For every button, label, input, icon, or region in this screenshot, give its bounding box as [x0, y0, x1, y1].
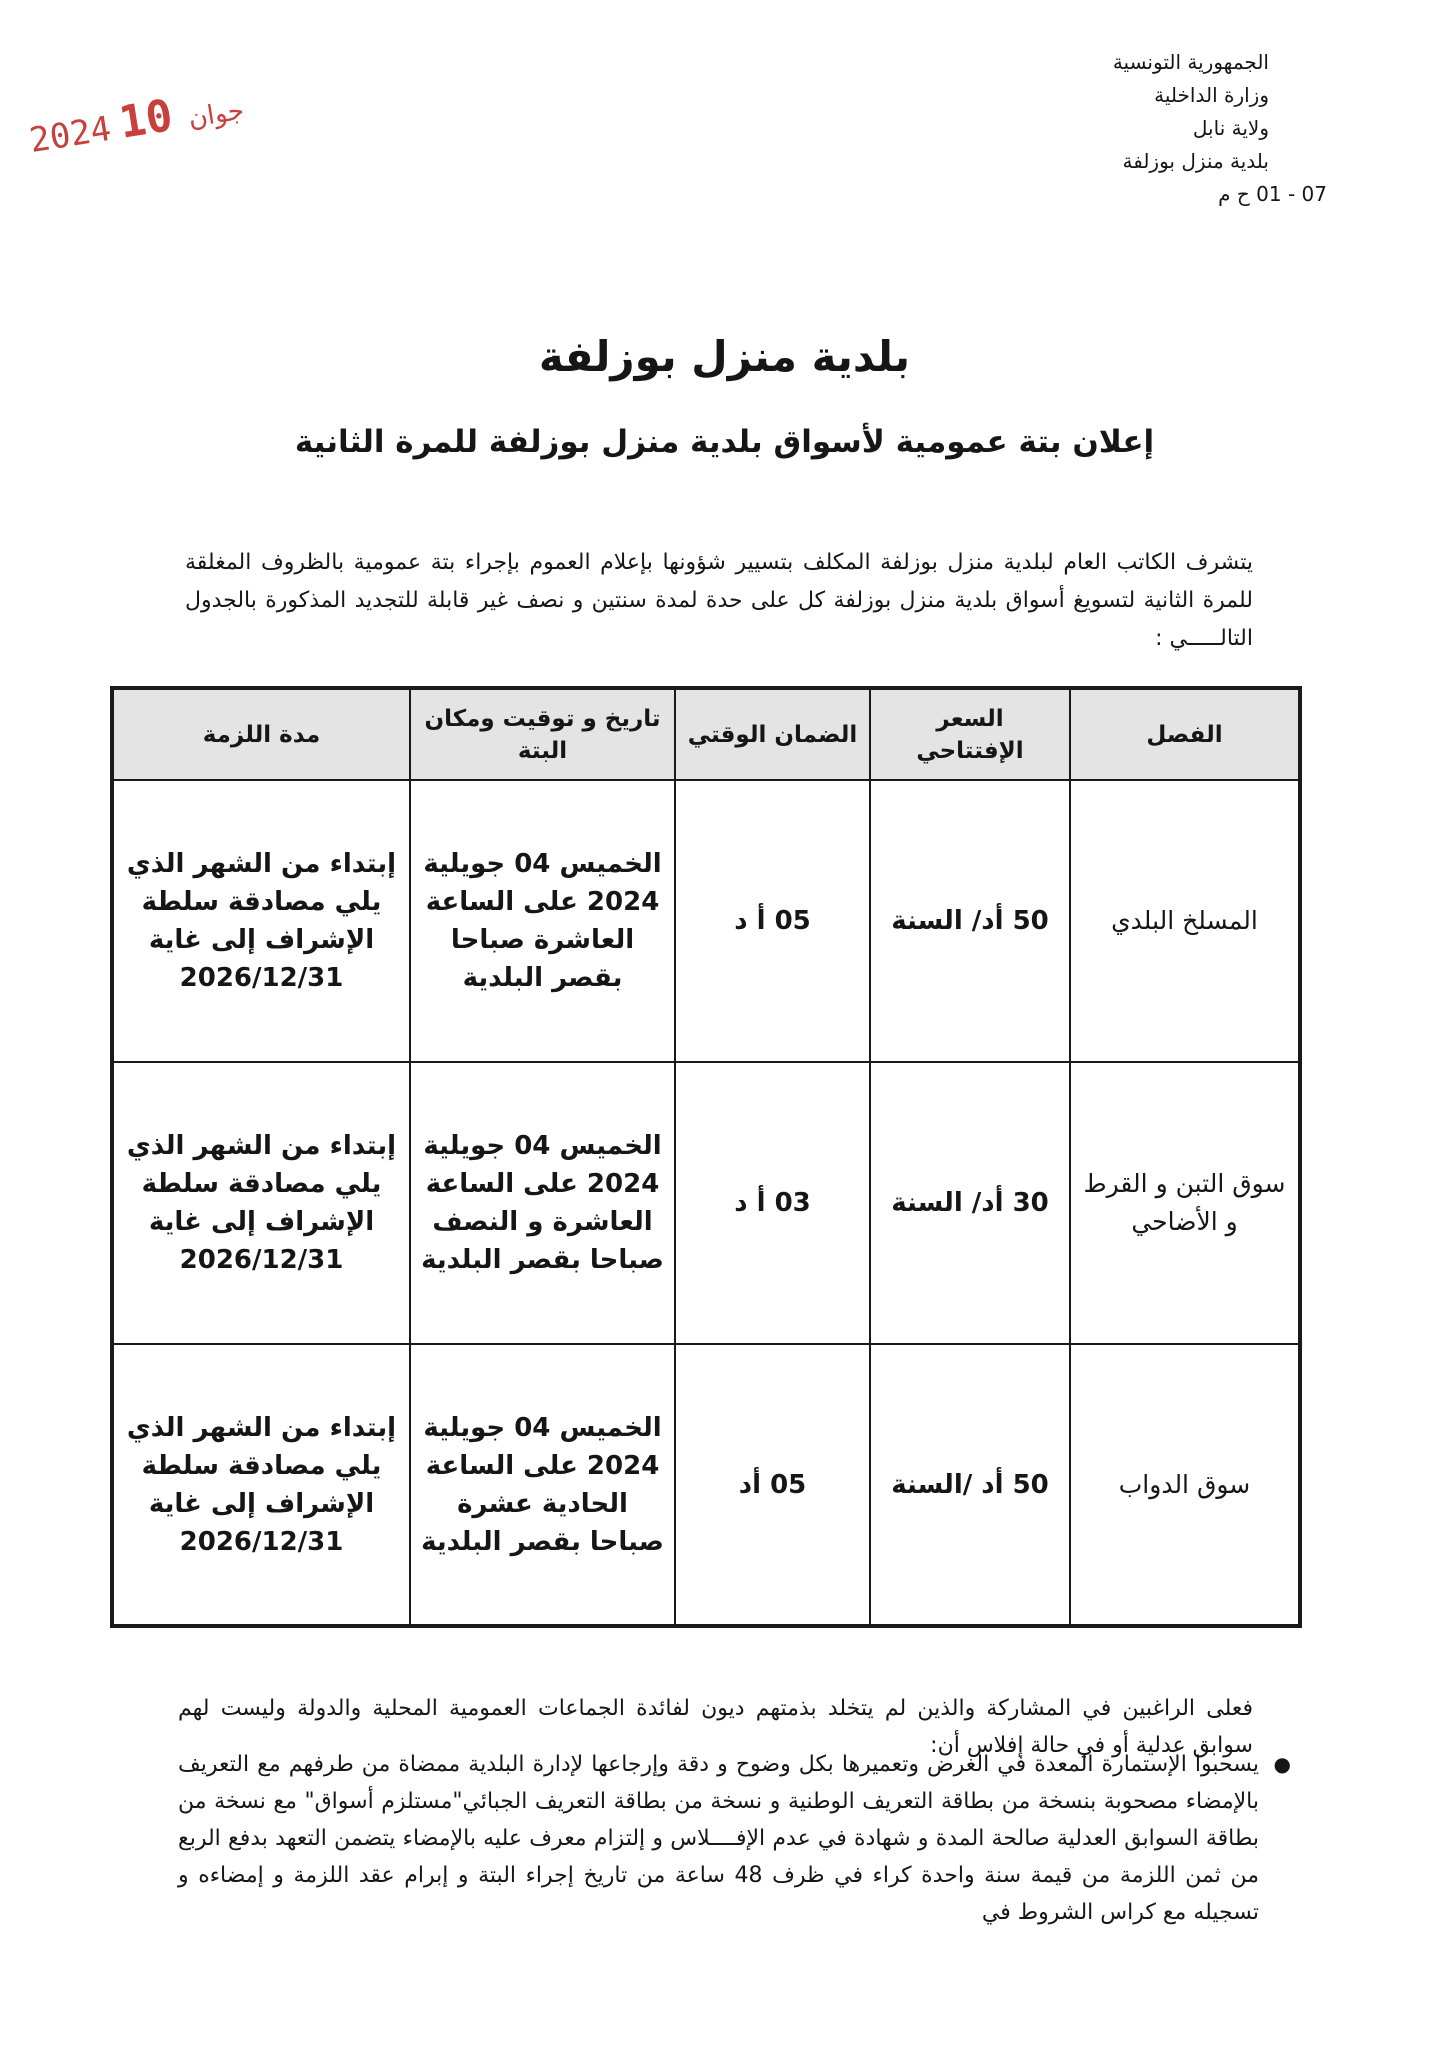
cell-date-place: الخميس 04 جويلية 2024 على الساعة الحادية عشرة صباحا بقصر البلدية — [410, 1344, 675, 1626]
cell-section: المسلخ البلدي — [1070, 780, 1300, 1062]
cell-guarantee: 05 أد — [675, 1344, 870, 1626]
cell-guarantee: 05 أ د — [675, 780, 870, 1062]
cell-section: سوق التبن و القرط و الأضاحي — [1070, 1062, 1300, 1344]
notice-subtitle: إعلان بتة عمومية لأسواق بلدية منزل بوزلفة للمرة الثانية — [294, 424, 1155, 460]
letterhead-municipality: بلدية منزل بوزلفة — [1122, 149, 1269, 173]
cell-section: سوق الدواب — [1070, 1344, 1300, 1626]
stamp-month: جوان — [186, 95, 247, 135]
conditions-list — [178, 1746, 1291, 1931]
cell-date-place: الخميس 04 جويلية 2024 على الساعة العاشرة صباحا بقصر البلدية — [410, 780, 675, 1062]
col-header-guarantee: الضمان الوقتي — [675, 688, 870, 780]
table-row — [112, 780, 1300, 1062]
table-row — [112, 1062, 1300, 1344]
cell-opening-price: 50 أد /السنة — [870, 1344, 1070, 1626]
stamp-day: 10 — [115, 90, 177, 149]
intro-paragraph: يتشرف الكاتب العام لبلدية منزل بوزلفة المكلف بتسيير شؤونها بإعلام العموم بإجراء بتة عمومية بالظروف المغلقة للمرة الثانية لتسويغ أسواق بلدية منزل بوزلفة كل على حدة لمدة سنتين و نصف غير قابلة للتجديد المذكورة بالجدول التالـــــي : — [185, 550, 1253, 651]
cell-opening-price: 30 أد/ السنة — [870, 1062, 1070, 1344]
page-title: بلدية منزل بوزلفة — [538, 332, 911, 381]
cell-guarantee: 03 أ د — [675, 1062, 870, 1344]
reference-number: 07 - 01 ح م — [1218, 182, 1327, 206]
stamp-year: 2024 — [26, 108, 114, 162]
list-item — [178, 1746, 1291, 1931]
col-header-section: الفصل — [1070, 688, 1300, 780]
markets-table — [110, 686, 1302, 1628]
cell-date-place: الخميس 04 جويلية 2024 على الساعة العاشرة و النصف صباحا بقصر البلدية — [410, 1062, 675, 1344]
table-header-row — [112, 688, 1300, 780]
letterhead-republic: الجمهورية التونسية — [1112, 50, 1269, 74]
col-header-duration: مدة اللزمة — [112, 688, 410, 780]
cell-duration: إبتداء من الشهر الذي يلي مصادقة سلطة الإشراف إلى غاية 2026/12/31 — [112, 780, 410, 1062]
bullet-icon: ● — [1273, 1752, 1291, 1776]
cell-duration: إبتداء من الشهر الذي يلي مصادقة سلطة الإشراف إلى غاية 2026/12/31 — [112, 1344, 410, 1626]
col-header-date-place: تاريخ و توقيت ومكان البتة — [410, 688, 675, 780]
letterhead-ministry: وزارة الداخلية — [1154, 83, 1269, 107]
conditions-intro: فعلى الراغبين في المشاركة والذين لم يتخلد بذمتهم ديون لفائدة الجماعات العمومية المحلية والدولة وليست لهم سوابق عدلية أو في حالة إفلاس أن: — [178, 1696, 1253, 1758]
list-item-text: يسحبوا الإستمارة المعدة في الغرض وتعميرها بكل وضوح و دقة وإرجاعها لإدارة البلدية ممضاة من طرفهم مع التعريف بالإمضاء مصحوبة بنسخة من بطاقة التعريف الوطنية و نسخة من بطاقة التعريف الجبائي"مستلزم أسواق" مع نسخة من بطاقة السوابق العدلية صالحة المدة و شهادة في عدم الإفــــلاس و إلتزام معرف عليه بالإمضاء يتضمن التعهد بدفع الربع من ثمن اللزمة من قيمة سنة واحدة كراء في ظرف 48 ساعة من تاريخ إجراء البتة و إبرام عقد اللزمة و إمضاءه و تسجيله مع كراس الشروط في — [178, 1752, 1259, 1925]
cell-opening-price: 50 أد/ السنة — [870, 780, 1070, 1062]
cell-duration: إبتداء من الشهر الذي يلي مصادقة سلطة الإشراف إلى غاية 2026/12/31 — [112, 1062, 410, 1344]
table-row — [112, 1344, 1300, 1626]
date-stamp — [25, 78, 252, 163]
letterhead — [1029, 46, 1327, 211]
col-header-opening-price: السعر الإفتتاحي — [870, 688, 1070, 780]
letterhead-governorate: ولاية نابل — [1192, 116, 1269, 140]
